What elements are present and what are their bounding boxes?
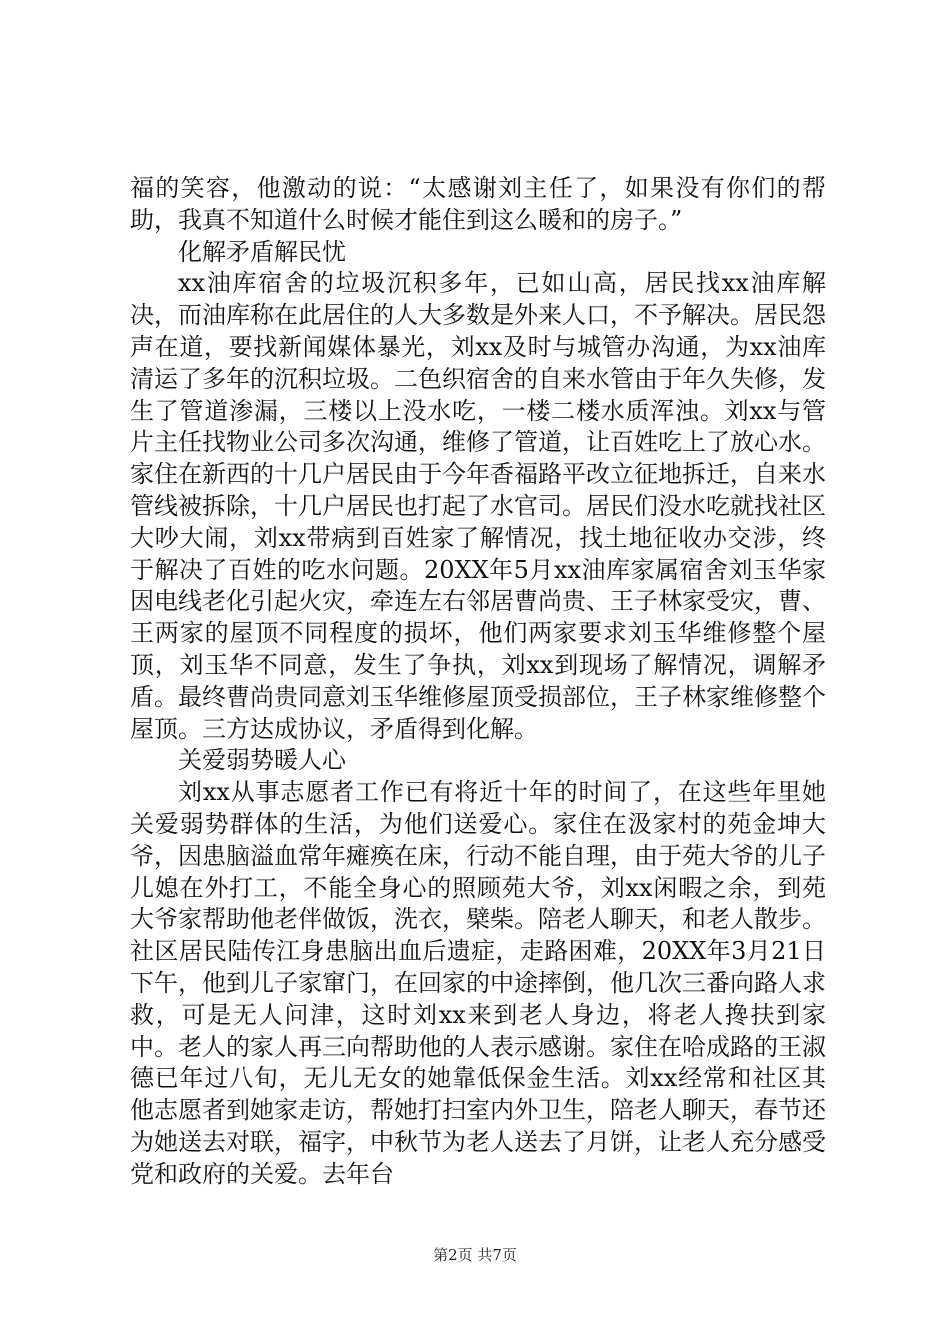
section-heading-resolve-conflicts: 化解矛盾解民忧 (178, 237, 346, 266)
section-heading-care-vulnerable: 关爱弱势暖人心 (178, 746, 346, 775)
page-footer: 第2页 共7页 (433, 1246, 517, 1264)
paragraph-care-vulnerable: 刘xx从事志愿者工作已有将近十年的时间了，在这些年里她关爱弱势群体的生活，为他们送爱心。家住在汲家村的苑金坤大爷，因患脑溢血常年瘫痪在床，行动不能自理，由于苑大爷的儿子儿媳在外打工，不能全身心的照顾苑大爷，刘xx闲暇之余，到苑大爷家帮助他老伴做饭，洗衣，檗柴。陪老人聊天，和老人散步。社区居民陆传江身患脑出血后遗症，走路困难，20XX年3月21日下午，他到儿子家窜门，在回家的中途摔倒，他几次三番向路人求救，可是无人问津，这时刘xx来到老人身边，将老人搀扶到家中。老人的家人再三向帮助他的人表示感谢。家住在哈成路的王淑德已年过八旬，无儿无女的她靠低保金生活。刘xx经常和社区其他志愿者到她家走访，帮她打扫室内外卫生，陪老人聊天，春节还为她送去对联，福字，中秋节为老人送去了月饼，让老人充分感受党和政府的关爱。去年台 (130, 778, 826, 1188)
paragraph-resolve-conflicts: xx油库宿舍的垃圾沉积多年，已如山高，居民找xx油库解决，而油库称在此居住的人大多数是外来人口，不予解决。居民怨声在道，要找新闻媒体暴光，刘xx及时与城管办沟通，为xx油库清运了多年的沉积垃圾。二色织宿舍的自来水管由于年久失修，发生了管道渗漏，三楼以上没水吃，一楼二楼水质浑浊。刘xx与管片主任找物业公司多次沟通，维修了管道，让百姓吃上了放心水。家住在新西的十几户居民由于今年香福路平改立征地拆迁，自来水管线被拆除，十几户居民也打起了水官司。居民们没水吃就找社区大吵大闹，刘xx带病到百姓家了解情况，找土地征收办交涉，终于解决了百姓的吃水问题。20XX年5月xx油库家属宿舍刘玉华家因电线老化引起火灾，牵连左右邻居曹尚贵、王子林家受灾，曹、王两家的屋顶不同程度的损坏，他们两家要求刘玉华维修整个屋顶，刘玉华不同意，发生了争执，刘xx到现场了解情况，调解矛盾。最终曹尚贵同意刘玉华维修屋顶受损部位，王子林家维修整个屋顶。三方达成协议，矛盾得到化解。 (130, 269, 826, 743)
document-body (130, 173, 826, 1191)
paragraph-continuation: 福的笑容，他激动的说：“太感谢刘主任了，如果没有你们的帮助，我真不知道什么时候才能住到这么暖和的房子。” (130, 174, 826, 234)
